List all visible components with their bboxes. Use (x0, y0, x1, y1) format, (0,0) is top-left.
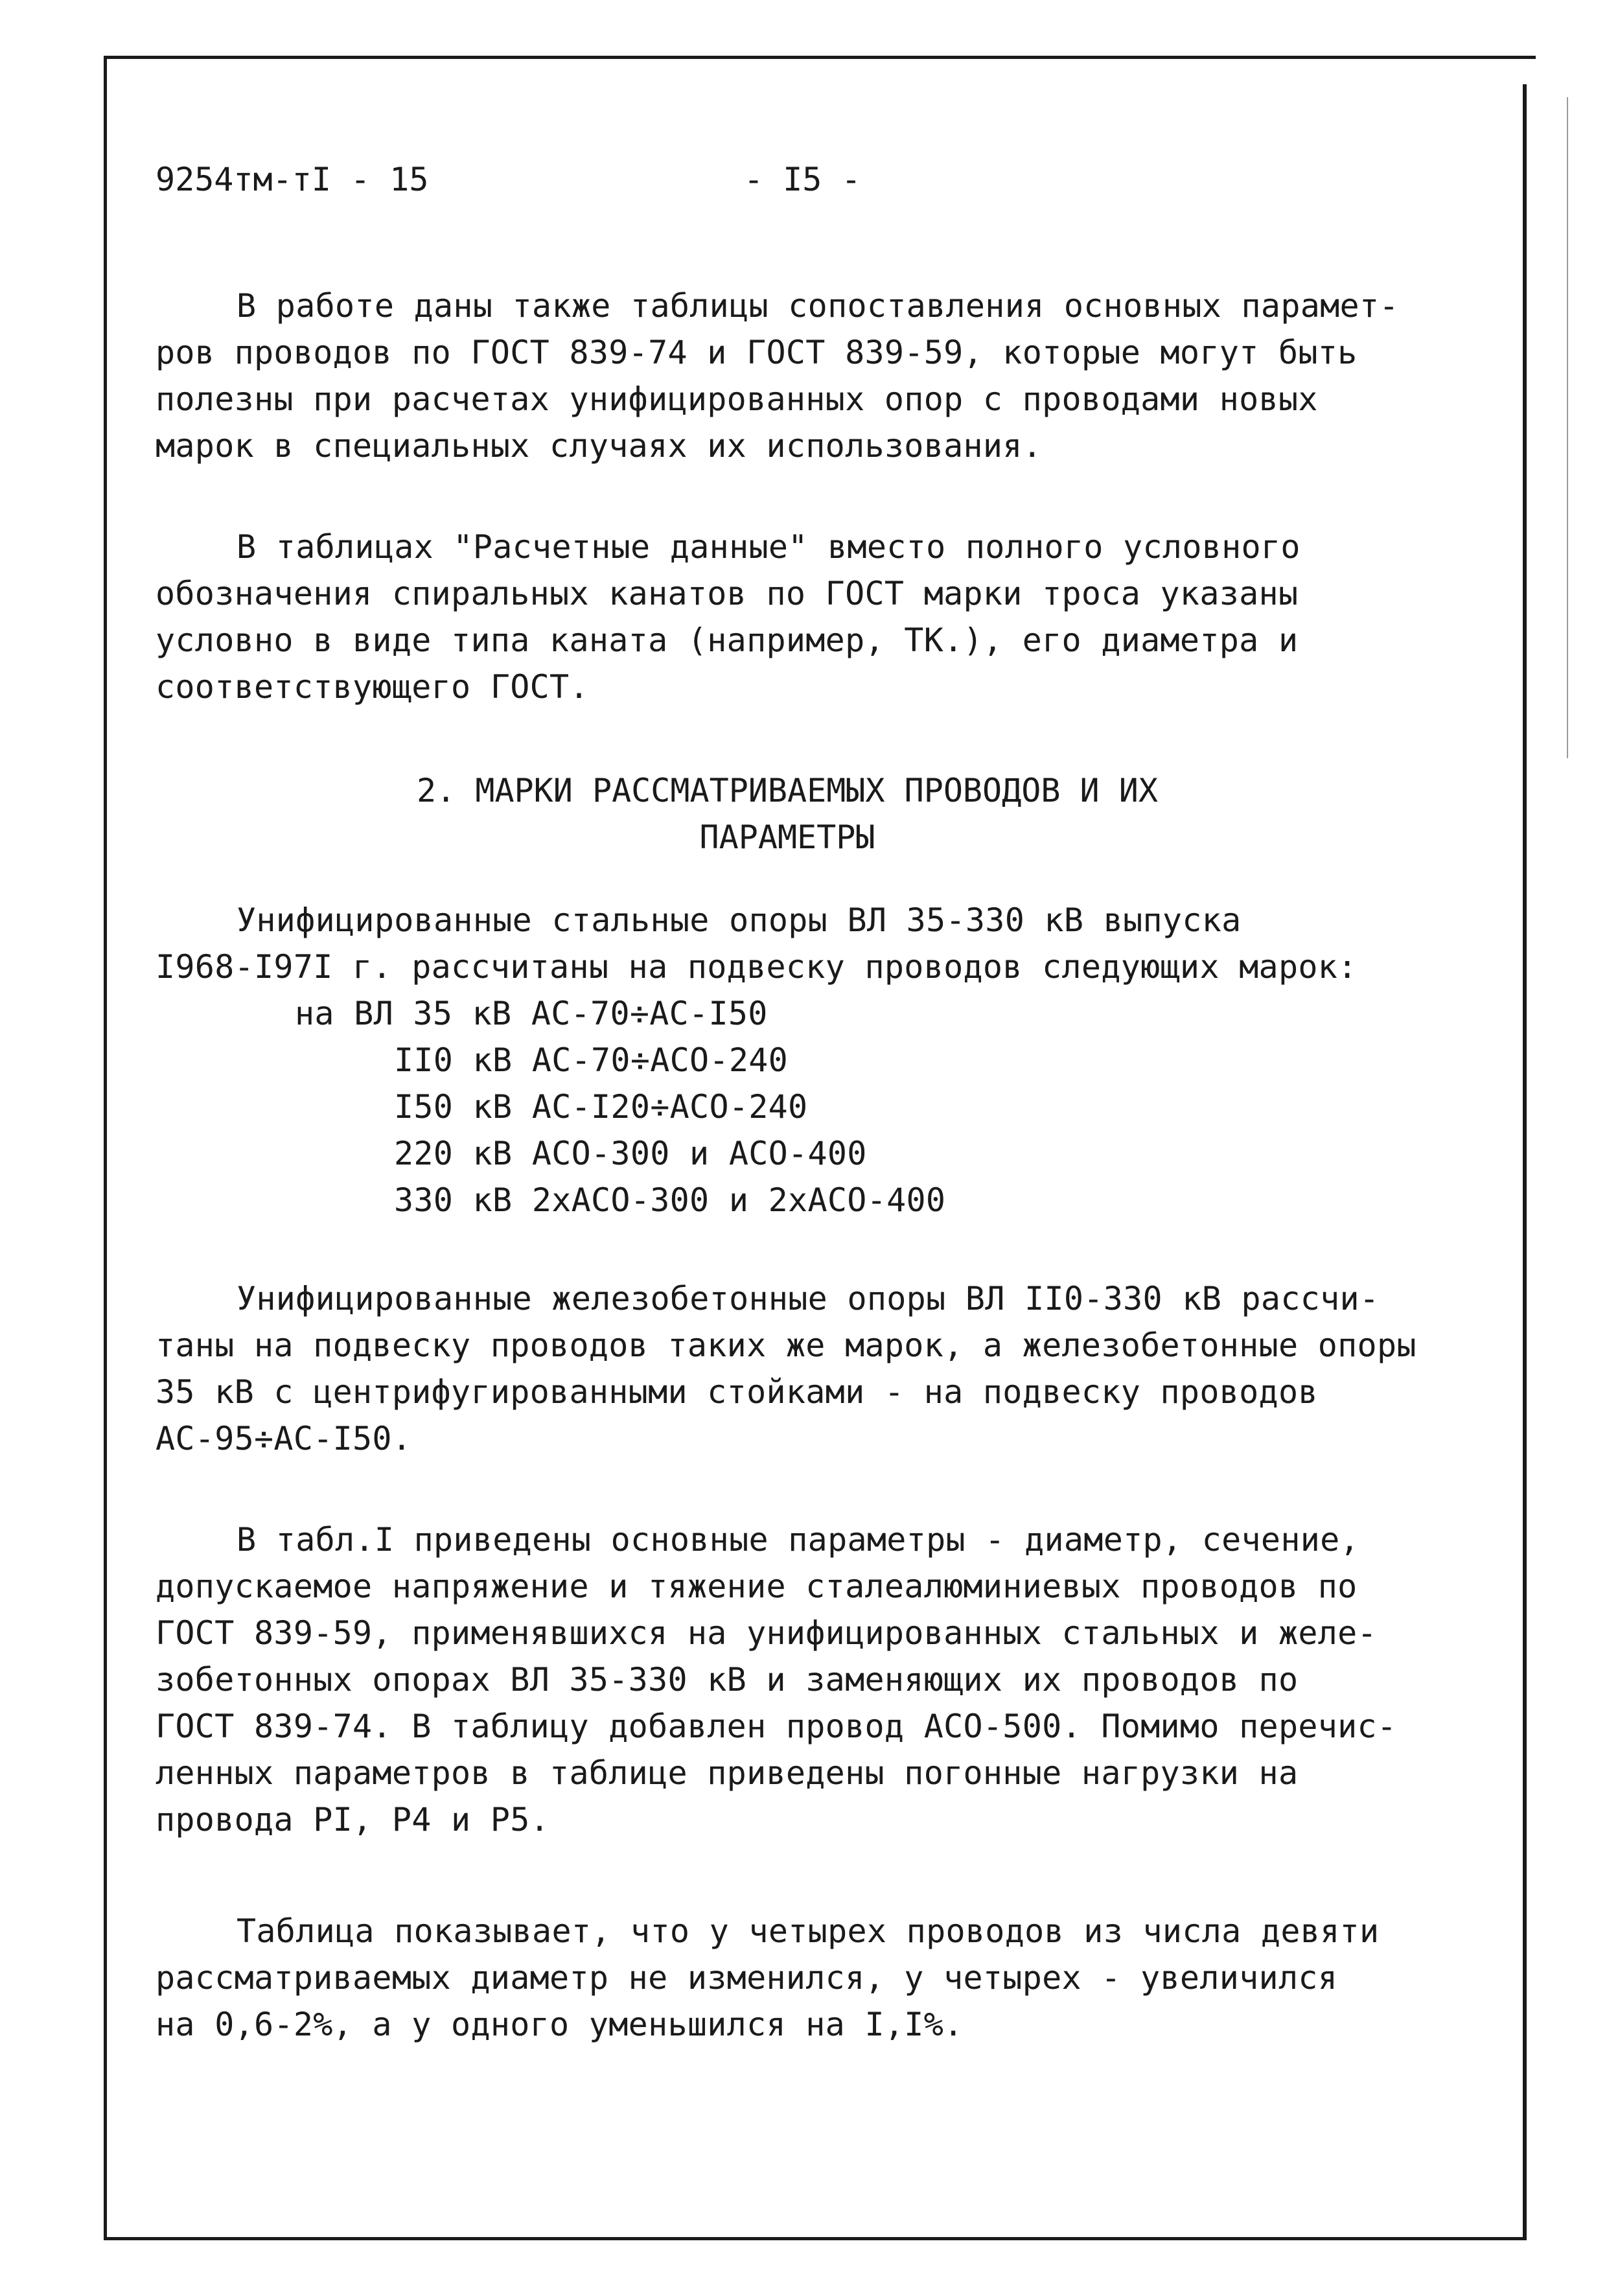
wire-list-item: на ВЛ 35 кВ АС-70÷АС-I50 (295, 995, 768, 1032)
paragraph-line: условно в виде типа каната (например, ТК.), его диаметра и (156, 621, 1299, 659)
document-code: 9254тм-тI - 15 (156, 161, 429, 198)
paragraph-line: марок в специальных случаях их использования. (156, 427, 1043, 465)
page-frame-top-border (105, 56, 1536, 59)
paragraph-line: Таблица показывает, что у четырех проводов из числа девяти (237, 1912, 1380, 1950)
page-number: - I5 - (744, 161, 861, 198)
paragraph-line: В табл.I приведены основные параметры - диаметр, сечение, (237, 1521, 1359, 1559)
page-header (156, 157, 933, 202)
paragraph-line: полезны при расчетах унифицированных опор с проводами новых (156, 380, 1318, 418)
paragraph-line: ГОСТ 839-74. В таблицу добавлен провод АСО-500. Помимо перечис- (156, 1708, 1397, 1745)
section-heading-continued: ПАРАМЕТРЫ (699, 818, 875, 856)
paragraph-line: ленных параметров в таблице приведены погонные нагрузки на (156, 1754, 1299, 1792)
page-frame-bottom-border (104, 2237, 1527, 2240)
margin-scan-mark (1567, 97, 1568, 758)
paragraph-line: Унифицированные стальные опоры ВЛ 35-330 кВ выпуска (237, 901, 1242, 939)
page-frame-left-border (104, 56, 107, 2239)
paragraph-line: на 0,6-2%, а у одного уменьшился на I,I%. (156, 2006, 964, 2043)
paragraph-line: Унифицированные железобетонные опоры ВЛ II0-330 кВ рассчи- (237, 1280, 1380, 1317)
paragraph-line: допускаемое напряжение и тяжение сталеалюминиевых проводов по (156, 1568, 1358, 1605)
paragraph-line: рассматриваемых диаметр не изменился, у четырех - увеличился (156, 1959, 1338, 1997)
wire-list-item: 220 кВ АСО-300 и АСО-400 (394, 1135, 867, 1172)
wire-list-item: I50 кВ АС-I20÷АСО-240 (394, 1088, 808, 1126)
wire-list-item: 330 кВ 2хАСО-300 и 2хАСО-400 (394, 1181, 946, 1219)
page-frame-right-border (1523, 84, 1527, 2239)
paragraph-line: провода PI, P4 и P5. (156, 1801, 550, 1838)
paragraph-line: АС-95÷АС-I50. (156, 1420, 412, 1457)
paragraph-line: ров проводов по ГОСТ 839-74 и ГОСТ 839-59, которые могут быть (156, 334, 1358, 371)
paragraph-line: I968-I97I г. рассчитаны на подвеску проводов следующих марок: (156, 948, 1358, 986)
paragraph-line: В таблицах "Расчетные данные" вместо полного условного (237, 528, 1301, 566)
paragraph-line: соответствующего ГОСТ. (156, 668, 589, 706)
wire-list-item: II0 кВ АС-70÷АСО-240 (394, 1041, 789, 1079)
paragraph-line: таны на подвеску проводов таких же марок, а железобетонные опоры (156, 1327, 1416, 1364)
paragraph-line: обозначения спиральных канатов по ГОСТ марки троса указаны (156, 575, 1299, 612)
paragraph-line: ГОСТ 839-59, применявшихся на унифицированных стальных и желе- (156, 1614, 1377, 1652)
paragraph-line: 35 кВ с центрифугированными стойками - на подвеску проводов (156, 1373, 1318, 1411)
section-heading: 2. МАРКИ РАССМАТРИВАЕМЫХ ПРОВОДОВ И ИХ (417, 772, 1158, 809)
paragraph-line: зобетонных опорах ВЛ 35-330 кВ и заменяющих их проводов по (156, 1661, 1299, 1699)
paragraph-line: В работе даны также таблицы сопоставления основных парамет- (237, 287, 1399, 325)
